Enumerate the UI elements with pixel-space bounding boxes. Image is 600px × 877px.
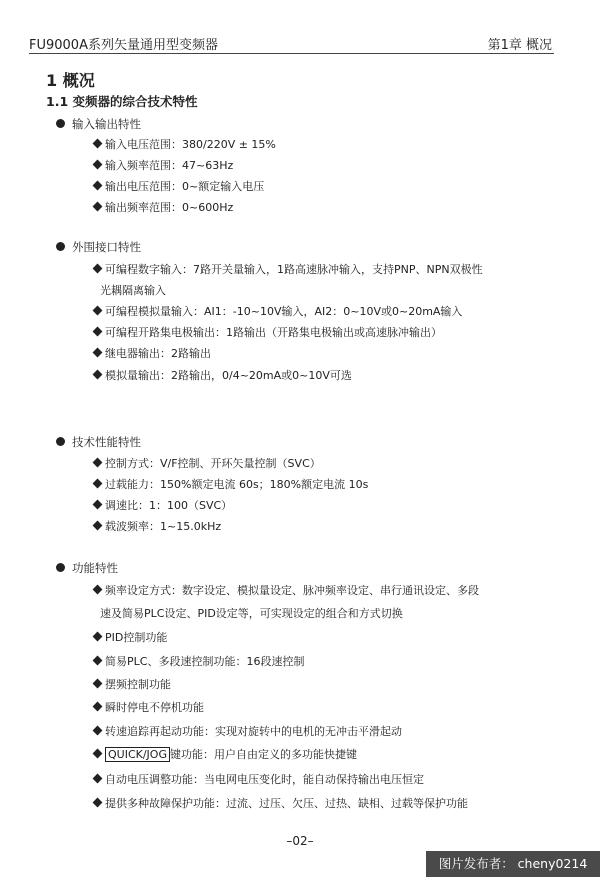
item-text: 输入电压范围：380/220V ± 15% bbox=[105, 138, 276, 151]
list-item bbox=[94, 771, 424, 787]
diamond-bullet-icon bbox=[93, 679, 103, 689]
item-text: 转速追踪再起动功能：实现对旋转中的电机的无冲击平滑起动 bbox=[105, 725, 402, 738]
diamond-bullet-icon bbox=[93, 458, 103, 468]
group-title-functions bbox=[56, 560, 118, 576]
item-text: 载波频率：1~15.0kHz bbox=[105, 520, 222, 533]
group-title-io bbox=[56, 116, 141, 132]
diamond-bullet-icon bbox=[93, 585, 103, 595]
list-item bbox=[94, 497, 232, 513]
list-item bbox=[94, 723, 402, 739]
list-item bbox=[94, 199, 233, 215]
list-item bbox=[94, 367, 352, 383]
item-text: 自动电压调整功能：当电网电压变化时，能自动保持输出电压恒定 bbox=[105, 773, 424, 786]
diamond-bullet-icon bbox=[93, 264, 103, 274]
bullet-dot-icon bbox=[56, 242, 65, 251]
item-text: 可编程模拟量输入：AI1：-10~10V输入，AI2：0~10V或0~20mA输入 bbox=[105, 305, 463, 318]
list-item-continuation: 速及简易PLC设定、PID设定等，可实现设定的组合和方式切换 bbox=[100, 607, 403, 620]
list-item bbox=[94, 653, 304, 669]
item-text: 继电器输出：2路输出 bbox=[105, 347, 211, 360]
list-item bbox=[94, 345, 211, 361]
diamond-bullet-icon bbox=[93, 774, 103, 784]
list-item bbox=[94, 629, 167, 645]
diamond-bullet-icon bbox=[93, 370, 103, 380]
item-text: 瞬时停电不停机功能 bbox=[105, 701, 204, 714]
diamond-bullet-icon bbox=[93, 798, 103, 808]
item-text: 调速比：1：100（SVC） bbox=[105, 499, 233, 512]
bullet-dot-icon bbox=[56, 437, 65, 446]
list-item bbox=[94, 303, 462, 319]
group-title-text: 输入输出特性 bbox=[72, 117, 141, 131]
item-text: 输出频率范围：0~600Hz bbox=[105, 201, 234, 214]
item-text: 过载能力：150%额定电流 60s；180%额定电流 10s bbox=[105, 478, 369, 491]
item-text: 简易PLC、多段速控制功能：16段速控制 bbox=[105, 655, 305, 668]
list-item bbox=[94, 324, 442, 340]
bullet-dot-icon bbox=[56, 119, 65, 128]
page-header bbox=[0, 0, 600, 54]
item-text: 输出电压范围：0~额定输入电压 bbox=[105, 180, 265, 193]
diamond-bullet-icon bbox=[93, 348, 103, 358]
list-item bbox=[94, 582, 479, 598]
header-divider bbox=[29, 53, 554, 54]
item-text: 提供多种故障保护功能：过流、过压、欠压、过热、缺相、过载等保护功能 bbox=[105, 797, 468, 810]
diamond-bullet-icon bbox=[93, 160, 103, 170]
diamond-bullet-icon bbox=[93, 632, 103, 642]
item-text: PID控制功能 bbox=[105, 631, 168, 644]
list-item bbox=[94, 136, 276, 152]
chapter-title: 1 概况 bbox=[46, 71, 95, 90]
diamond-bullet-icon bbox=[93, 702, 103, 712]
list-item bbox=[94, 699, 204, 715]
list-item bbox=[94, 518, 221, 534]
chapter-label: 第1章 概况 bbox=[487, 38, 552, 53]
item-text: 摆频控制功能 bbox=[105, 678, 171, 691]
list-item bbox=[94, 157, 233, 173]
item-text: 控制方式：V/F控制、开环矢量控制（SVC） bbox=[105, 457, 321, 470]
group-title-text: 功能特性 bbox=[72, 561, 118, 575]
list-item bbox=[94, 476, 368, 492]
item-text: 可编程数字输入：7路开关量输入，1路高速脉冲输入，支持PNP、NPN双极性 bbox=[105, 263, 483, 276]
diamond-bullet-icon bbox=[93, 181, 103, 191]
diamond-bullet-icon bbox=[93, 327, 103, 337]
section-title: 1.1 变频器的综合技术特性 bbox=[46, 94, 198, 109]
list-item bbox=[94, 746, 357, 762]
diamond-bullet-icon bbox=[93, 306, 103, 316]
item-text: 模拟量输出：2路输出，0/4~20mA或0~10V可选 bbox=[105, 369, 352, 382]
list-item bbox=[94, 795, 468, 811]
group-title-interface bbox=[56, 239, 141, 255]
manual-title: FU9000A系列矢量通用型变频器 bbox=[29, 38, 218, 53]
bullet-dot-icon bbox=[56, 563, 65, 572]
item-text: 输入频率范围：47~63Hz bbox=[105, 159, 234, 172]
diamond-bullet-icon bbox=[93, 726, 103, 736]
list-item bbox=[94, 676, 171, 692]
list-item bbox=[94, 261, 483, 277]
diamond-bullet-icon bbox=[93, 202, 103, 212]
diamond-bullet-icon bbox=[93, 656, 103, 666]
diamond-bullet-icon bbox=[93, 749, 103, 759]
list-item-continuation: 光耦隔离输入 bbox=[100, 284, 166, 297]
diamond-bullet-icon bbox=[93, 479, 103, 489]
quick-jog-key-label: QUICK/JOG bbox=[105, 747, 170, 762]
item-text: 键功能：用户自由定义的多功能快捷键 bbox=[169, 748, 357, 761]
item-text: 可编程开路集电极输出：1路输出（开路集电极输出或高速脉冲输出） bbox=[105, 326, 442, 339]
list-item bbox=[94, 178, 264, 194]
publisher-watermark: 图片发布者： cheny0214 bbox=[426, 851, 600, 877]
group-title-performance bbox=[56, 434, 141, 450]
diamond-bullet-icon bbox=[93, 139, 103, 149]
group-title-text: 外围接口特性 bbox=[72, 240, 141, 254]
diamond-bullet-icon bbox=[93, 521, 103, 531]
page-number: –02– bbox=[286, 834, 314, 848]
group-title-text: 技术性能特性 bbox=[72, 435, 141, 449]
diamond-bullet-icon bbox=[93, 500, 103, 510]
item-text: 频率设定方式：数字设定、模拟量设定、脉冲频率设定、串行通讯设定、多段 bbox=[105, 584, 479, 597]
list-item bbox=[94, 455, 321, 471]
